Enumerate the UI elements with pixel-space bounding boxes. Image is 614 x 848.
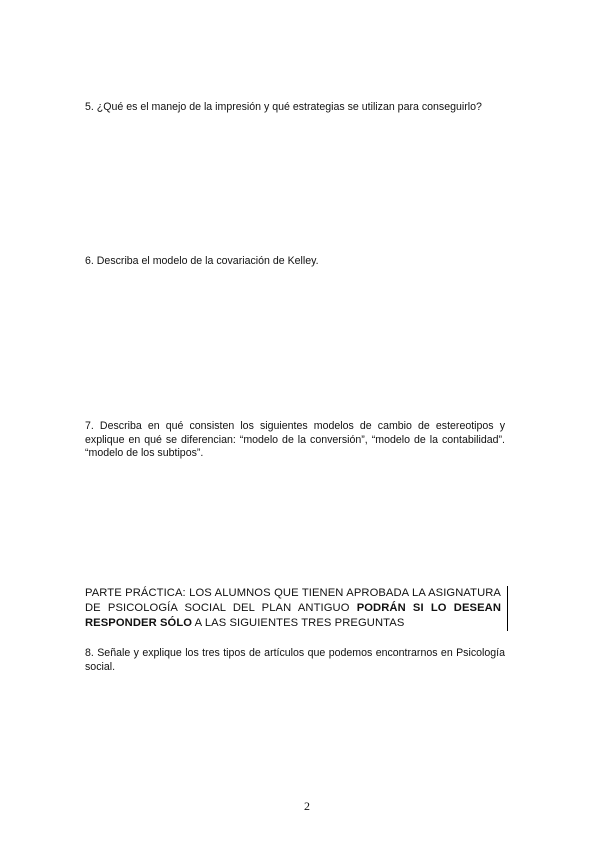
practical-part-text-end: A LAS SIGUIENTES TRES PREGUNTAS <box>192 617 405 629</box>
question-5: 5. ¿Qué es el manejo de la impresión y qué estrategias se utilizan para conseguirlo? <box>85 101 482 113</box>
practical-part-bold: PODRÁN SI LO DESEAN RESPONDER SÓLO <box>85 602 501 629</box>
practical-part-text: PARTE PRÁCTICA: LOS ALUMNOS QUE TIENEN APROBADA LA ASIGNATURA DE PSICOLOGÍA SOCIAL DEL PLAN ANTIGUO <box>85 587 501 614</box>
question-6: 6. Describa el modelo de la covariación de Kelley. <box>85 255 319 267</box>
practical-part-notice <box>85 586 508 631</box>
page-number: 2 <box>304 799 310 813</box>
question-7: 7. Describa en qué consisten los siguientes modelos de cambio de estereotipos y explique en qué se diferencian: “modelo de la conversión”, “modelo de la contabilidad”. “modelo de los subtipos”. <box>85 420 505 459</box>
question-8: 8. Señale y explique los tres tipos de artículos que podemos encontrarnos en Psicología social. <box>85 647 505 673</box>
